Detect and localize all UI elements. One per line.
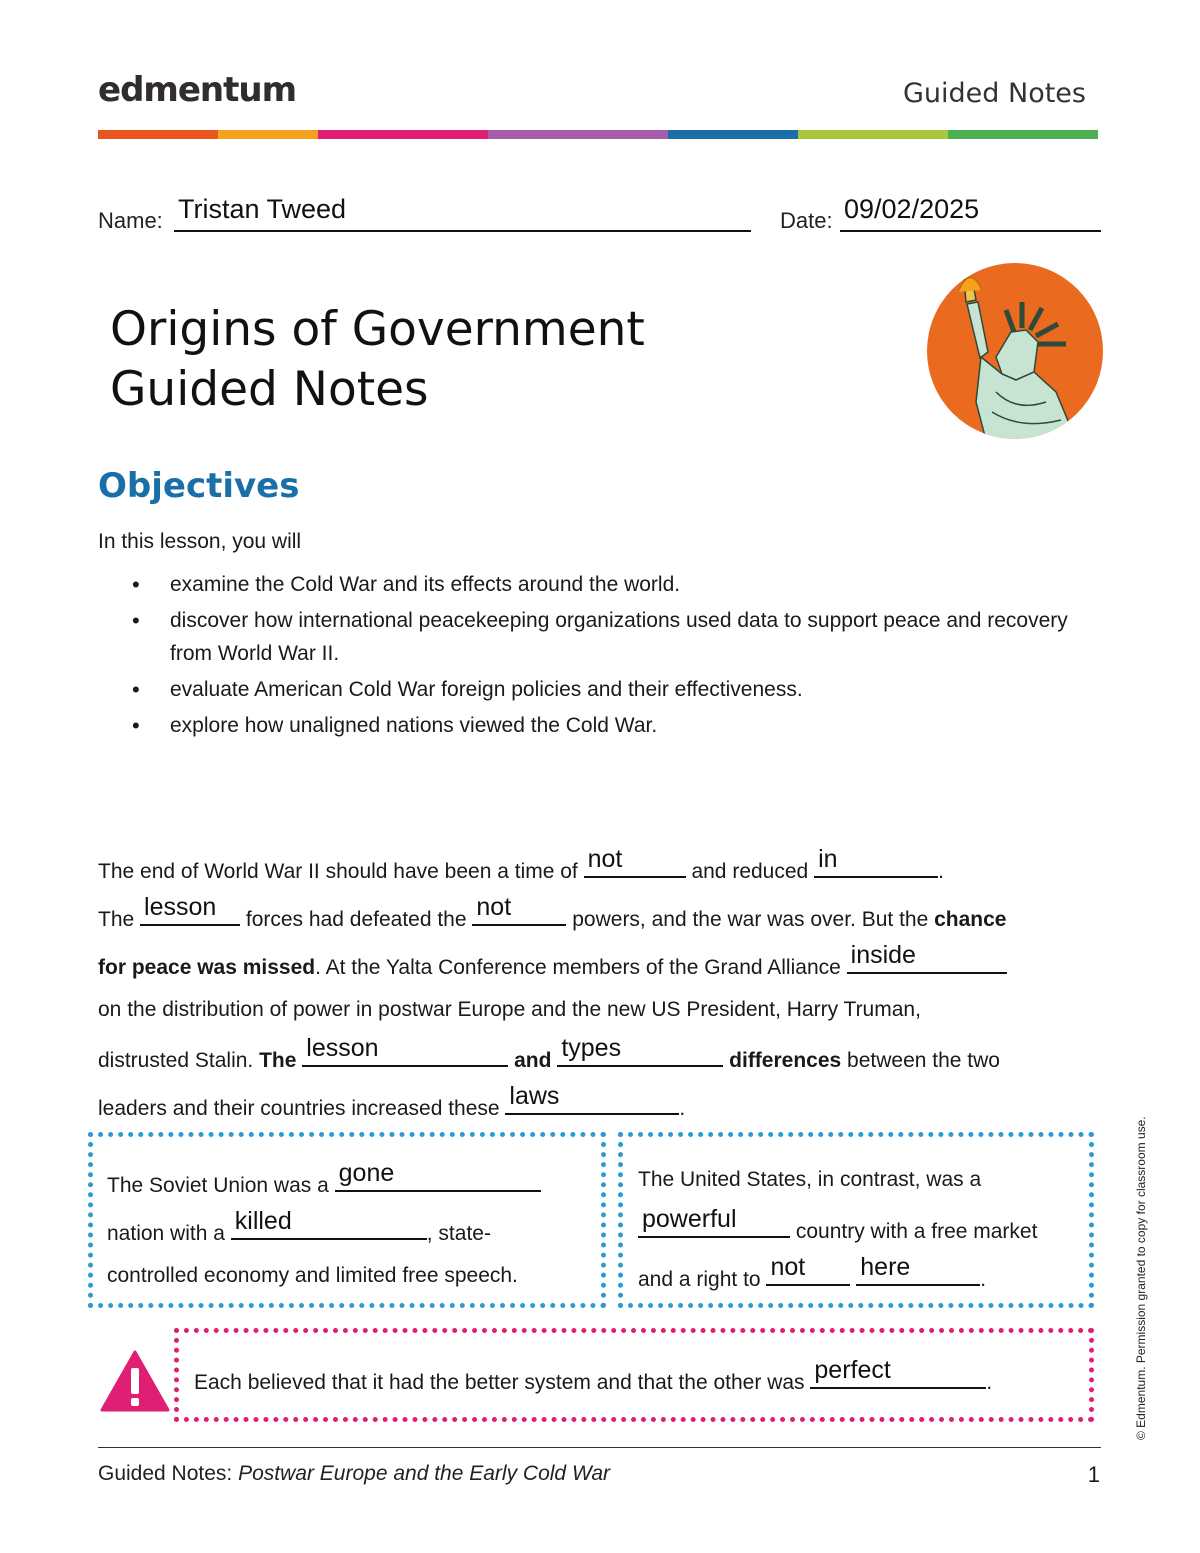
- text: .: [986, 1371, 993, 1394]
- blank-field[interactable]: [231, 1207, 427, 1240]
- blank-field[interactable]: [140, 893, 240, 926]
- doc-type-label: Guided Notes: [903, 78, 1086, 109]
- date-value[interactable]: 09/02/2025: [844, 194, 980, 224]
- list-item: • examine the Cold War and its effects around the world.: [132, 568, 1112, 601]
- page-title: [110, 300, 645, 420]
- footer-subtitle: Postwar Europe and the Early Cold War: [238, 1462, 611, 1485]
- logo-letter: m: [261, 70, 297, 110]
- answer: here: [860, 1253, 911, 1281]
- blank-field[interactable]: [557, 1034, 723, 1067]
- logo-letter: n: [199, 70, 224, 110]
- answer: killed: [234, 1207, 292, 1235]
- color-bar-segment: [488, 130, 668, 139]
- answer: inside: [850, 941, 916, 969]
- us-line-2: [638, 1205, 1038, 1244]
- name-value[interactable]: Tristan Tweed: [178, 194, 347, 224]
- color-bar-segment: [318, 130, 488, 139]
- text: distrusted Stalin.: [98, 1049, 254, 1072]
- list-item: • explore how unaligned nations viewed the Cold War.: [132, 709, 1112, 742]
- answer: not: [770, 1253, 806, 1281]
- color-bar-segment: [798, 130, 948, 139]
- bold-text: and: [514, 1049, 552, 1072]
- text: , state-: [426, 1222, 491, 1245]
- us-line-3: [638, 1253, 987, 1292]
- answer: laws: [509, 1082, 560, 1110]
- edmentum-logo: [98, 70, 296, 110]
- blank-field[interactable]: [505, 1082, 679, 1115]
- logo-letter: e: [98, 70, 121, 110]
- blank-field[interactable]: [856, 1253, 980, 1286]
- warning-icon: [100, 1350, 170, 1412]
- text: forces had defeated the: [245, 908, 467, 931]
- text: powers, and the war was over. But the: [572, 908, 929, 931]
- soviet-line-3: controlled economy and limited free speech.: [107, 1264, 518, 1287]
- logo-letter: d: [120, 70, 144, 110]
- bold-text: The: [259, 1049, 297, 1072]
- objectives-heading: Objectives: [98, 466, 300, 506]
- text: The Soviet Union was a: [107, 1174, 329, 1197]
- bold-text: chance: [934, 908, 1007, 931]
- text: . At the Yalta Conference members of the Grand Alliance: [315, 956, 841, 979]
- objectives-list: [132, 568, 1112, 745]
- blank-field[interactable]: [638, 1205, 790, 1238]
- color-bar-segment: [218, 130, 318, 139]
- text: The: [98, 908, 135, 931]
- bold-text: for peace was missed: [98, 956, 316, 979]
- answer: not: [587, 845, 623, 873]
- soviet-line-2: [107, 1207, 491, 1246]
- text: .: [938, 860, 944, 883]
- text: .: [679, 1097, 686, 1120]
- color-bar-segment: [98, 130, 218, 139]
- logo-letter: e: [177, 70, 200, 110]
- bold-text: differences: [729, 1049, 842, 1072]
- blank-field[interactable]: [335, 1159, 541, 1192]
- text: The end of World War II should have been a time of: [98, 860, 578, 883]
- footer-title: [98, 1462, 610, 1486]
- title-line-2: Guided Notes: [110, 362, 429, 417]
- paragraph-line-5: [98, 1034, 1000, 1073]
- list-item: • discover how international peacekeeping organizations used data to support peace and recovery from World War II.: [132, 604, 1112, 670]
- text: country with a free market: [795, 1220, 1038, 1243]
- text: nation with a: [107, 1222, 225, 1245]
- color-bar-segment: [668, 130, 798, 139]
- text: Each believed that it had the better system and that the other was: [194, 1371, 805, 1394]
- answer: perfect: [814, 1356, 891, 1384]
- text: leaders and their countries increased these: [98, 1097, 500, 1120]
- blank-field[interactable]: [766, 1253, 850, 1286]
- blank-field[interactable]: [814, 845, 938, 878]
- blank-field[interactable]: [584, 845, 686, 878]
- header-color-bar: [98, 130, 1098, 139]
- paragraph-line-3: [98, 941, 1007, 980]
- logo-letter: m: [143, 70, 178, 110]
- logo-letter: t: [223, 70, 239, 110]
- name-label: Name:: [98, 208, 163, 233]
- objectives-intro: In this lesson, you will: [98, 530, 302, 553]
- soviet-line-1: [107, 1159, 541, 1198]
- blank-field[interactable]: [810, 1356, 986, 1389]
- copyright-notice: © Edmentum. Permission granted to copy for classroom use.: [1134, 1116, 1148, 1440]
- answer: types: [561, 1034, 622, 1062]
- answer: gone: [338, 1159, 395, 1187]
- footer-divider: [98, 1447, 1101, 1448]
- belief-line: [194, 1356, 993, 1395]
- answer: in: [818, 845, 838, 873]
- paragraph-line-1: [98, 845, 944, 884]
- date-label: Date:: [780, 208, 833, 233]
- answer: not: [476, 893, 512, 921]
- footer-label: Guided Notes:: [98, 1462, 233, 1485]
- answer: lesson: [306, 1034, 379, 1062]
- blank-field[interactable]: [302, 1034, 508, 1067]
- name-field-line[interactable]: [174, 230, 751, 232]
- statue-of-liberty-icon: [926, 262, 1104, 440]
- logo-wordmark: [98, 70, 296, 110]
- date-field-line[interactable]: [840, 230, 1101, 232]
- page-number: 1: [1087, 1462, 1100, 1487]
- blank-field[interactable]: [472, 893, 566, 926]
- answer: powerful: [642, 1205, 737, 1233]
- title-line-1: Origins of Government: [110, 302, 645, 357]
- list-item: • evaluate American Cold War foreign policies and their effectiveness.: [132, 673, 1112, 706]
- text: and reduced: [691, 860, 809, 883]
- logo-letter: u: [238, 70, 262, 110]
- color-bar-segment: [948, 130, 1098, 139]
- text: between the two: [847, 1049, 1000, 1072]
- text: .: [980, 1268, 987, 1291]
- paragraph-line-6: [98, 1082, 686, 1121]
- answer: lesson: [144, 893, 217, 921]
- paragraph-line-2: [98, 893, 1007, 932]
- paragraph-line-4: on the distribution of power in postwar Europe and the new US President, Harry Truman,: [98, 998, 921, 1021]
- blank-field[interactable]: [847, 941, 1007, 974]
- us-line-1: The United States, in contrast, was a: [638, 1168, 982, 1191]
- text: and a right to: [638, 1268, 761, 1291]
